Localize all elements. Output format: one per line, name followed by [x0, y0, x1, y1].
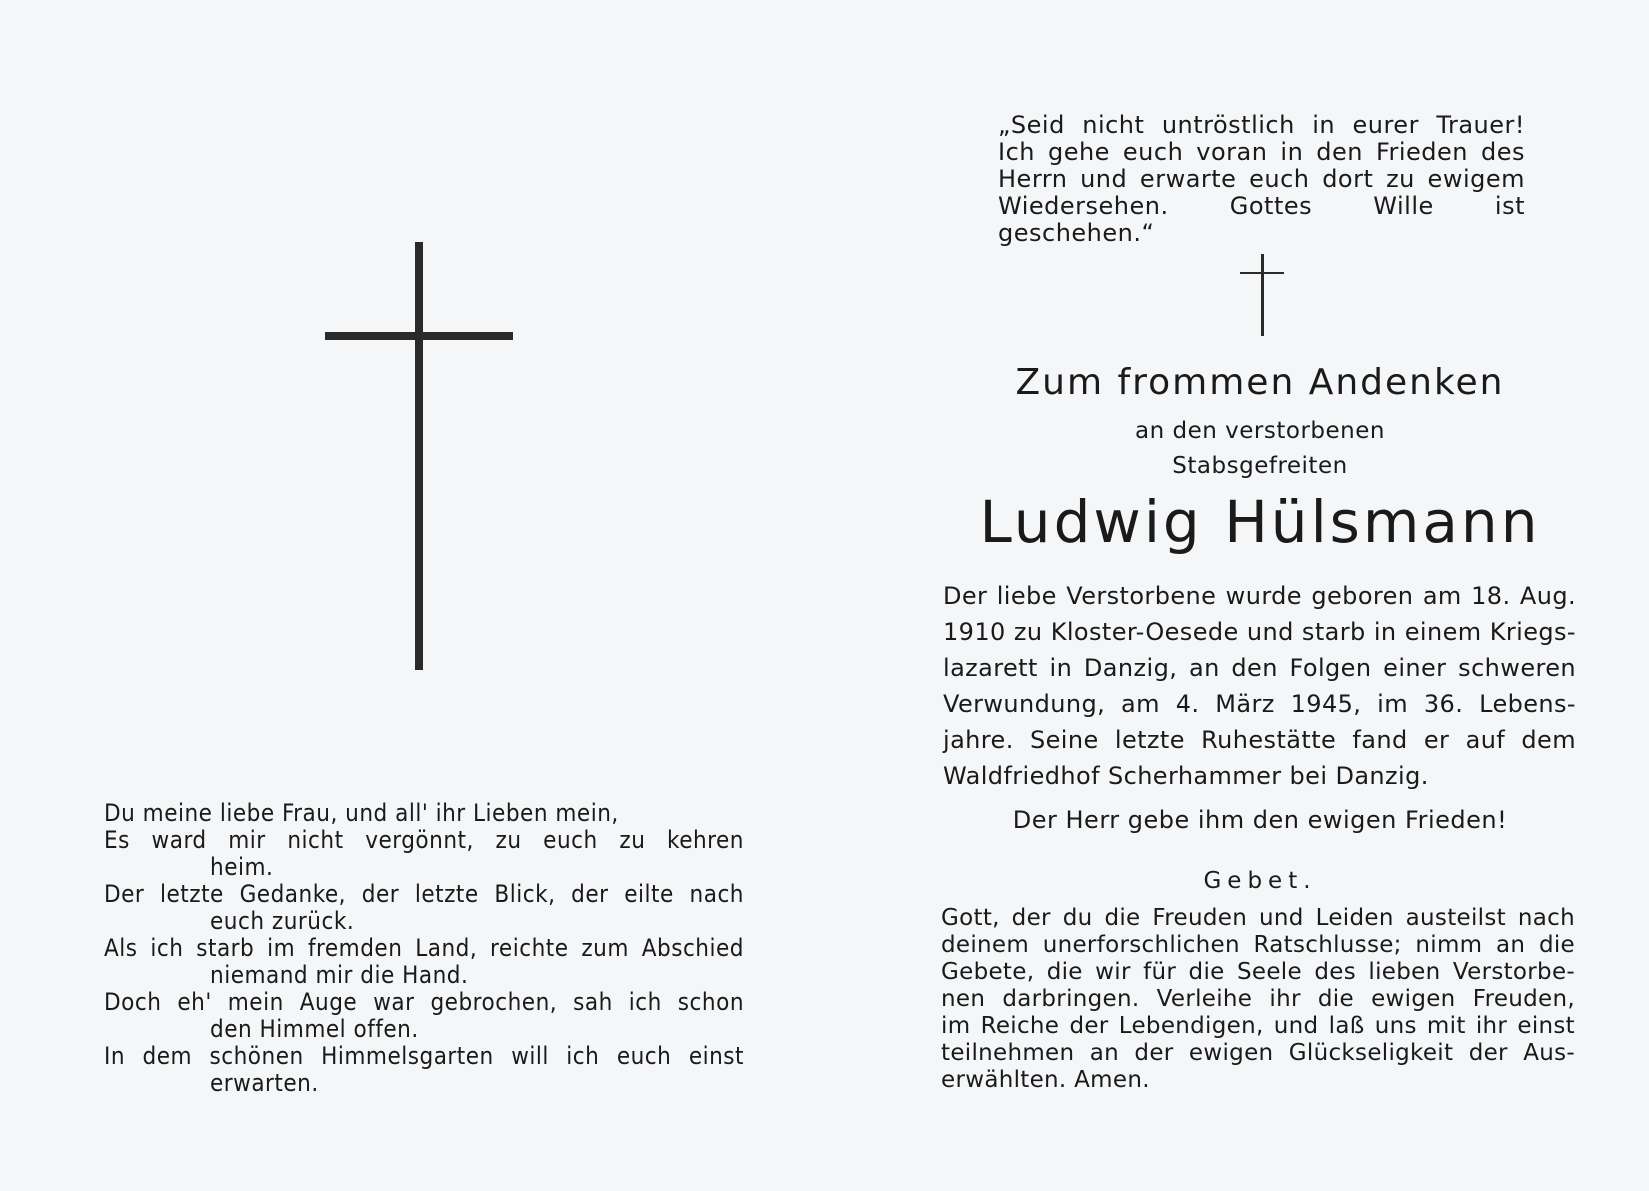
- bio-line: Der liebe Verstorbene wurde geboren am 18. Aug.: [943, 582, 1576, 610]
- poem-line: Du meine liebe Frau, und all' ihr Lieben mein,: [104, 799, 619, 827]
- prayer-text: [941, 905, 1575, 1094]
- prayer-line: Gott, der du die Freuden und Leiden austeilst nach: [941, 905, 1575, 931]
- poem: [104, 800, 744, 1097]
- quote-line: „Seid nicht untröstlich in eurer Trauer!: [998, 111, 1525, 139]
- small-cross-icon: [1240, 254, 1284, 336]
- blessing: Der Herr gebe ihm den ewigen Frieden!: [1012, 806, 1508, 834]
- bio-line: jahre. Seine letzte Ruhestätte fand er auf dem: [943, 726, 1576, 754]
- memorial-heading: Zum frommen Andenken: [1015, 362, 1505, 403]
- prayer-line: erwählten. Amen.: [941, 1067, 1150, 1093]
- consolation-quote: [998, 112, 1525, 247]
- prayer-line: Gebete, die wir für die Seele des lieben Verstorbe-: [941, 959, 1575, 985]
- quote-line: Wiedersehen. Gottes Wille ist geschehen.“: [998, 192, 1525, 247]
- prayer-line: teilnehmen an der ewigen Glückseligkeit der Aus-: [941, 1040, 1575, 1066]
- deceased-name: Ludwig Hülsmann: [979, 488, 1541, 556]
- quote-line: Ich gehe euch voran in den Frieden des: [998, 138, 1525, 166]
- poem-line: Doch eh' mein Auge war gebrochen, sah ich schon den Himmel offen.: [104, 988, 744, 1043]
- prayer-line: nen darbringen. Verleihe ihr die ewigen Freuden,: [941, 986, 1575, 1012]
- bio-line: 1910 zu Kloster-Oesede und starb in einem Kriegs-: [943, 618, 1576, 646]
- prayer-title: Gebet.: [1203, 868, 1317, 894]
- large-cross-icon: [325, 242, 515, 672]
- poem-line: Als ich starb im fremden Land, reichte zum Abschied niemand mir die Hand.: [104, 934, 744, 989]
- biography: [943, 578, 1576, 794]
- rank-label: Stabsgefreiten: [1172, 453, 1348, 479]
- bio-line: Verwundung, am 4. März 1945, im 36. Lebens-: [943, 690, 1576, 718]
- poem-line: Der letzte Gedanke, der letzte Blick, der eilte nach euch zurück.: [104, 880, 744, 935]
- quote-line: Herrn und erwarte euch dort zu ewigem: [998, 165, 1525, 193]
- memorial-subheading: an den verstorbenen: [1135, 418, 1385, 444]
- prayer-line: deinem unerforschlichen Ratschlusse; nimm an die: [941, 932, 1575, 958]
- bio-line: lazarett in Danzig, an den Folgen einer schweren: [943, 654, 1576, 682]
- poem-line: Es ward mir nicht vergönnt, zu euch zu kehren heim.: [104, 826, 744, 881]
- prayer-line: im Reiche der Lebendigen, und laß uns mit ihr einst: [941, 1013, 1575, 1039]
- poem-line: In dem schönen Himmelsgarten will ich euch einst erwarten.: [104, 1042, 744, 1097]
- bio-line: Waldfriedhof Scherhammer bei Danzig.: [943, 762, 1429, 790]
